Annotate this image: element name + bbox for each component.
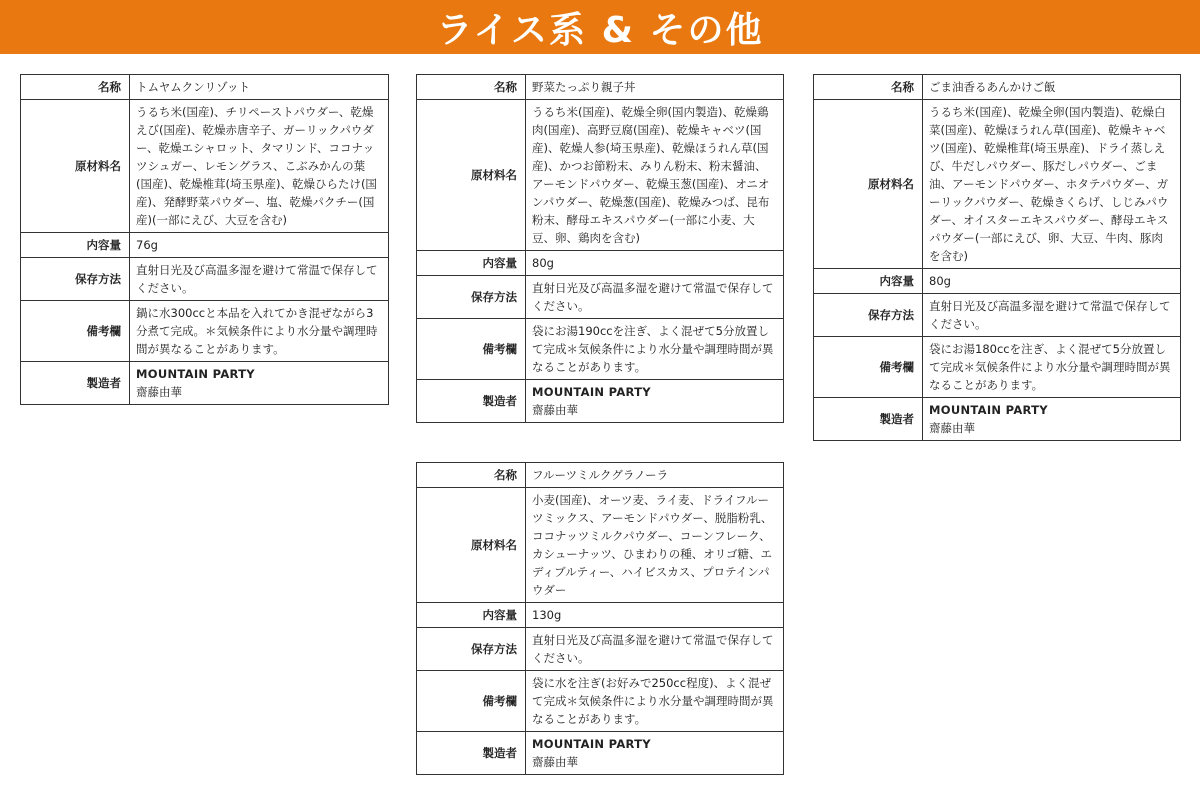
title-banner: [0, 0, 1200, 54]
content-value: 80g: [923, 269, 1181, 294]
name-row: [21, 75, 389, 100]
content-label: 内容量: [417, 603, 526, 628]
manufacturer-person: 齋藤由華: [929, 421, 975, 435]
ingredients-row: [417, 488, 784, 603]
manufacturer-label: 製造者: [417, 732, 526, 775]
storage-row: [417, 628, 784, 671]
notes-row: [814, 337, 1181, 398]
ingredients-label: 原材料名: [814, 100, 923, 269]
product-name: フルーツミルクグラノーラ: [526, 463, 784, 488]
name-label: 名称: [814, 75, 923, 100]
storage-row: [417, 276, 784, 319]
ingredients-label: 原材料名: [21, 100, 130, 233]
product-label-card: [20, 74, 389, 405]
ingredients-value: うるち米(国産)、チリペーストパウダー、乾燥えび(国産)、乾燥赤唐辛子、ガーリックパウダー、乾燥エシャロット、タマリンド、ココナッツシュガー、レモングラス、こぶみかんの葉(国産)、乾燥椎茸(埼玉県産)、乾燥ひらたけ(国産)、発酵野菜パウダー、塩、乾燥パクチー(国産)(一部にえび、大豆を含む): [130, 100, 389, 233]
content-value: 130g: [526, 603, 784, 628]
notes-value: 袋に水を注ぎ(お好みで250cc程度)、よく混ぜて完成＊気候条件により水分量や調理時間が異なることがあります。: [526, 671, 784, 732]
content-label: 内容量: [814, 269, 923, 294]
ingredients-label: 原材料名: [417, 488, 526, 603]
manufacturer-value: [526, 380, 784, 423]
manufacturer-company: MOUNTAIN PARTY: [136, 367, 255, 381]
name-row: [814, 75, 1181, 100]
storage-value: 直射日光及び高温多湿を避けて常温で保存してください。: [130, 258, 389, 301]
storage-label: 保存方法: [21, 258, 130, 301]
notes-value: 袋にお湯180ccを注ぎ、よく混ぜて5分放置して完成＊気候条件により水分量や調理時間が異なることがあります。: [923, 337, 1181, 398]
name-label: 名称: [417, 463, 526, 488]
content-row: [417, 603, 784, 628]
manufacturer-company: MOUNTAIN PARTY: [532, 385, 651, 399]
storage-value: 直射日光及び高温多湿を避けて常温で保存してください。: [526, 276, 784, 319]
ingredients-row: [21, 100, 389, 233]
manufacturer-row: [814, 398, 1181, 441]
storage-label: 保存方法: [417, 276, 526, 319]
content-row: [21, 233, 389, 258]
product-label-card: [813, 74, 1181, 441]
manufacturer-person: 齋藤由華: [532, 755, 578, 769]
product-name: 野菜たっぷり親子丼: [526, 75, 784, 100]
product-label-card: [416, 74, 784, 423]
product-label-card: [416, 462, 784, 775]
content-value: 76g: [130, 233, 389, 258]
ingredients-row: [814, 100, 1181, 269]
notes-label: 備考欄: [417, 319, 526, 380]
content-value: 80g: [526, 251, 784, 276]
manufacturer-row: [21, 362, 389, 405]
notes-row: [21, 301, 389, 362]
ingredients-value: うるち米(国産)、乾燥全卵(国内製造)、乾燥鶏肉(国産)、高野豆腐(国産)、乾燥キャベツ(国産)、乾燥人参(埼玉県産)、乾燥ほうれん草(国産)、かつお節粉末、みりん粉末、粉末醤油、アーモンドパウダー、乾燥玉葱(国産)、オニオンパウダー、乾燥葱(国産)、乾燥みつば、昆布粉末、酵母エキスパウダー(一部に小麦、大豆、卵、鶏肉を含む): [526, 100, 784, 251]
ingredients-value: うるち米(国産)、乾燥全卵(国内製造)、乾燥白菜(国産)、乾燥ほうれん草(国産)、乾燥キャベツ(国産)、乾燥椎茸(埼玉県産)、ドライ蒸しえび、牛だしパウダー、豚だしパウダー、ごま油、アーモンドパウダー、ホタテパウダー、ガーリックパウダー、乾燥きくらげ、しじみパウダー、オイスターエキスパウダー、酵母エキスパウダー(一部にえび、卵、大豆、牛肉、豚肉を含む): [923, 100, 1181, 269]
product-name: ごま油香るあんかけご飯: [923, 75, 1181, 100]
manufacturer-value: [526, 732, 784, 775]
storage-row: [21, 258, 389, 301]
notes-value: 鍋に水300ccと本品を入れてかき混ぜながら3分煮て完成。＊気候条件により水分量や調理時間が異なることがあります。: [130, 301, 389, 362]
notes-label: 備考欄: [417, 671, 526, 732]
notes-row: [417, 671, 784, 732]
name-label: 名称: [417, 75, 526, 100]
storage-label: 保存方法: [814, 294, 923, 337]
storage-value: 直射日光及び高温多湿を避けて常温で保存してください。: [923, 294, 1181, 337]
name-row: [417, 75, 784, 100]
manufacturer-person: 齋藤由華: [136, 385, 182, 399]
storage-row: [814, 294, 1181, 337]
ingredients-value: 小麦(国産)、オーツ麦、ライ麦、ドライフルーツミックス、アーモンドパウダー、脱脂粉乳、ココナッツミルクパウダー、コーンフレーク、カシューナッツ、ひまわりの種、オリゴ糖、エディブルティー、ハイビスカス、プロテインパウダー: [526, 488, 784, 603]
page-title: ライス系 & その他: [436, 9, 764, 51]
manufacturer-row: [417, 732, 784, 775]
ingredients-row: [417, 100, 784, 251]
manufacturer-label: 製造者: [814, 398, 923, 441]
manufacturer-label: 製造者: [417, 380, 526, 423]
manufacturer-label: 製造者: [21, 362, 130, 405]
manufacturer-value: [923, 398, 1181, 441]
content-label: 内容量: [21, 233, 130, 258]
notes-row: [417, 319, 784, 380]
manufacturer-person: 齋藤由華: [532, 403, 578, 417]
content-label: 内容量: [417, 251, 526, 276]
storage-label: 保存方法: [417, 628, 526, 671]
notes-label: 備考欄: [21, 301, 130, 362]
product-name: トムヤムクンリゾット: [130, 75, 389, 100]
name-label: 名称: [21, 75, 130, 100]
manufacturer-company: MOUNTAIN PARTY: [532, 737, 651, 751]
content-row: [417, 251, 784, 276]
ingredients-label: 原材料名: [417, 100, 526, 251]
notes-label: 備考欄: [814, 337, 923, 398]
name-row: [417, 463, 784, 488]
storage-value: 直射日光及び高温多湿を避けて常温で保存してください。: [526, 628, 784, 671]
manufacturer-company: MOUNTAIN PARTY: [929, 403, 1048, 417]
manufacturer-row: [417, 380, 784, 423]
content-row: [814, 269, 1181, 294]
manufacturer-value: [130, 362, 389, 405]
notes-value: 袋にお湯190ccを注ぎ、よく混ぜて5分放置して完成＊気候条件により水分量や調理時間が異なることがあります。: [526, 319, 784, 380]
